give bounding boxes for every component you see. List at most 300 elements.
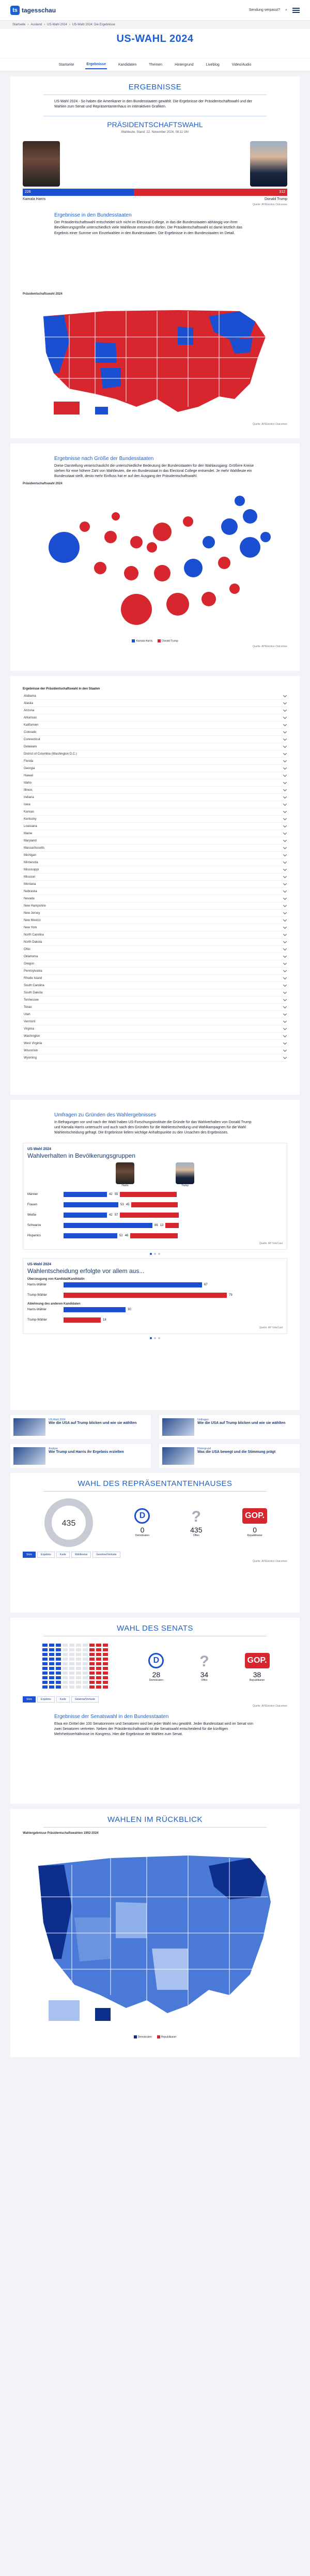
widget2-title: Wahlentscheidung erfolgte vor allem aus...	[27, 1267, 145, 1275]
reason-bar	[64, 1317, 101, 1323]
state-bubble	[202, 592, 216, 606]
search-icon[interactable]: ⌕	[285, 8, 287, 12]
dem-logo-icon: D	[148, 1653, 164, 1668]
teaser-card[interactable]: Analyse Wie Trump und Harris ihr Ergebnis erzielten	[10, 1444, 151, 1468]
state-row[interactable]: Georgia	[23, 765, 287, 772]
senate-seat	[103, 1653, 108, 1656]
chevron-down-icon	[283, 990, 287, 993]
chevron-down-icon	[283, 954, 287, 957]
state-row[interactable]: Nevada	[23, 895, 287, 902]
state-row[interactable]: Connecticut	[23, 736, 287, 743]
senate-seat	[96, 1648, 101, 1651]
chevron-down-icon	[283, 758, 287, 762]
state-row[interactable]: Massachusetts	[23, 845, 287, 852]
us-map-states[interactable]	[23, 296, 281, 420]
tab-house-sitze[interactable]: Sitze	[23, 1552, 36, 1558]
state-row[interactable]: Oregon	[23, 960, 287, 968]
map2-heading: Ergebnisse nach Größe der Bundesstaaten	[54, 456, 154, 462]
tab-video-audio[interactable]: Video/Audio	[231, 63, 252, 67]
chevron-down-icon	[283, 975, 287, 979]
state-row[interactable]: Idaho	[23, 779, 287, 787]
source-note: Quelle: AP/Election Outcomes	[253, 423, 287, 426]
senate-seat	[42, 1676, 48, 1679]
senate-seat	[89, 1667, 95, 1670]
state-row[interactable]: Vermont	[23, 1018, 287, 1025]
state-bubble	[112, 512, 120, 520]
senate-seat	[89, 1648, 95, 1651]
state-row[interactable]: Texas	[23, 1004, 287, 1011]
state-row[interactable]: Ohio	[23, 946, 287, 953]
harris-bar	[64, 1192, 107, 1197]
state-row[interactable]: Kalifornien	[23, 722, 287, 729]
senate-seat	[83, 1653, 88, 1656]
source-note: Quelle: AP/Election Outcomes	[253, 203, 287, 207]
chevron-down-icon	[283, 932, 287, 936]
survey-row: Männer 42 55	[27, 1190, 283, 1199]
senate-seat	[96, 1672, 101, 1675]
state-row[interactable]: Utah	[23, 1011, 287, 1018]
state-row[interactable]: Illinois	[23, 787, 287, 794]
senate-seat	[96, 1676, 101, 1679]
tagline[interactable]: Sendung verpasst?	[249, 8, 281, 12]
senate-seat	[49, 1644, 54, 1647]
state-bubble	[94, 562, 106, 574]
senate-seat	[96, 1681, 101, 1684]
state-row[interactable]: Mississippi	[23, 866, 287, 873]
senate-seat	[69, 1676, 74, 1679]
senate-seat	[76, 1676, 81, 1679]
teaser-card[interactable]: Hintergrund Was die USA bewegt und die Stimmung prägt	[159, 1444, 300, 1468]
senate-seat	[96, 1667, 101, 1670]
carousel-dots[interactable]	[23, 1337, 287, 1339]
tab-senate-karte[interactable]: Karte	[56, 1696, 70, 1703]
house-card: WAHL DES REPRÄSENTANTENHAUSES 435 D 0 Demokraten ? 435 Offen GOP. 0 Republikaner Sitze Ergebnis Karte Wahlkreise Gewinne/Verluste Quelle: AP/Election Outcomes	[10, 1473, 300, 1613]
harris-ev-fill: 226	[23, 189, 134, 196]
senate-seat	[63, 1658, 68, 1661]
state-row[interactable]: Maryland	[23, 837, 287, 845]
senate-seat	[49, 1676, 54, 1679]
state-row[interactable]: Delaware	[23, 743, 287, 750]
senate-seat-grid	[40, 1642, 113, 1693]
chevron-down-icon	[283, 867, 287, 870]
state-row[interactable]: Iowa	[23, 801, 287, 808]
state-row[interactable]: South Dakota	[23, 989, 287, 996]
state-row[interactable]: North Dakota	[23, 939, 287, 946]
bubble-map[interactable]	[23, 485, 281, 635]
map2-legend	[23, 639, 287, 642]
harris-photo	[23, 141, 60, 187]
tab-house-karte[interactable]: Karte	[56, 1552, 70, 1558]
house-total: 435	[61, 1519, 76, 1528]
widget1-kicker: US-Wahl 2024	[27, 1147, 52, 1152]
state-row[interactable]: Florida	[23, 758, 287, 765]
senate-seat	[89, 1653, 95, 1656]
chevron-down-icon	[283, 968, 287, 972]
senate-seat	[103, 1672, 108, 1675]
senate-seat	[42, 1653, 48, 1656]
senate-seat	[56, 1667, 61, 1670]
senate-seat	[83, 1667, 88, 1670]
senate-seat	[76, 1644, 81, 1647]
electoral-vote-bar	[23, 189, 287, 196]
senate-seat	[49, 1648, 54, 1651]
teaser-card[interactable]: Umfragen Wie die USA auf Trump blicken und wie sie wählten	[159, 1415, 300, 1439]
state-row[interactable]: Minnesota	[23, 859, 287, 866]
senate-seat	[56, 1672, 61, 1675]
senate-seat	[42, 1681, 48, 1684]
senate-seat	[69, 1662, 74, 1665]
state-row[interactable]: Missouri	[23, 873, 287, 881]
senate-seat	[89, 1658, 95, 1661]
dem-logo-icon: D	[134, 1508, 150, 1524]
trump-bar	[165, 1223, 179, 1228]
survey-row: Trump-Wähler 79	[27, 1294, 233, 1297]
state-bubble	[80, 522, 90, 532]
pres-subtitle: Wahlleute, Stand: 22. November 2024, 08:11 Uhr	[121, 131, 189, 134]
chevron-down-icon	[283, 831, 287, 834]
state-row[interactable]: West Virginia	[23, 1040, 287, 1047]
senate-seat	[69, 1667, 74, 1670]
pres-title: PRÄSIDENTSCHAFTSWAHL	[107, 120, 203, 129]
survey-card	[10, 1100, 300, 1410]
survey-heading: Umfragen zu Gründen des Wahlergebnisses	[54, 1112, 156, 1118]
state-row[interactable]: Virginia	[23, 1025, 287, 1033]
chevron-down-icon	[283, 888, 287, 892]
breadcrumb-item[interactable]: US-Wahl 2024	[47, 23, 67, 26]
senate-seat	[63, 1685, 68, 1689]
breadcrumb-item[interactable]: Ausland	[30, 23, 42, 26]
state-row[interactable]: Arkansas	[23, 714, 287, 722]
chevron-down-icon	[283, 802, 287, 805]
senate-seat	[103, 1676, 108, 1679]
chevron-down-icon	[283, 983, 287, 986]
state-row[interactable]: Louisiana	[23, 823, 287, 830]
senate-seat	[63, 1662, 68, 1665]
senate-seat	[63, 1653, 68, 1656]
logo[interactable]	[10, 6, 56, 15]
chevron-down-icon	[283, 700, 287, 704]
state-row[interactable]: Oklahoma	[23, 953, 287, 960]
tab-ergebnisse[interactable]: Ergebnisse	[85, 60, 107, 69]
senate-seat	[76, 1662, 81, 1665]
state-row[interactable]: New Jersey	[23, 910, 287, 917]
state-bubble	[243, 509, 257, 524]
chevron-down-icon	[283, 737, 287, 740]
breadcrumb-item[interactable]: Startseite	[12, 23, 26, 26]
senate-seat	[103, 1681, 108, 1684]
survey-row: Harris-Wähler 30	[27, 1308, 131, 1312]
source-note: Quelle: AP/Election Outcomes	[253, 1560, 287, 1563]
top-header	[0, 0, 310, 21]
chevron-down-icon	[283, 939, 287, 943]
results-title: ERGEBNISSE	[128, 83, 182, 91]
senate-seat	[76, 1681, 81, 1684]
tab-house-ergebnis[interactable]: Ergebnis	[37, 1552, 55, 1558]
chevron-down-icon	[283, 1040, 287, 1044]
senate-seat	[63, 1672, 68, 1675]
widget2-sub2: Ablehnung des anderen Kandidaten	[27, 1302, 81, 1306]
survey-row: Harris-Wähler 67	[27, 1283, 208, 1287]
map2-card	[10, 443, 300, 671]
state-bubble	[235, 496, 245, 506]
chevron-down-icon	[283, 874, 287, 878]
chevron-down-icon	[283, 1026, 287, 1030]
tab-house-gewinne[interactable]: Gewinne/Verluste	[92, 1552, 120, 1558]
state-row[interactable]: Rhode Island	[23, 975, 287, 982]
gop-logo-icon: GOP.	[245, 1653, 270, 1668]
chevron-down-icon	[283, 816, 287, 820]
reason-bar	[64, 1293, 227, 1298]
history-map[interactable]	[23, 1835, 281, 2031]
senate-seat	[76, 1667, 81, 1670]
state-row[interactable]: Washington	[23, 1033, 287, 1040]
senate-seat	[56, 1662, 61, 1665]
trump-thumb	[176, 1162, 194, 1184]
senate-seat	[89, 1685, 95, 1689]
trump-ev-fill: 312	[134, 189, 287, 196]
chevron-down-icon	[283, 946, 287, 950]
chevron-down-icon	[283, 910, 287, 914]
tab-senate-gewinne[interactable]: Gewinne/Verluste	[71, 1696, 99, 1703]
chevron-down-icon	[283, 860, 287, 863]
tab-themen[interactable]: Themen	[149, 63, 163, 67]
senate-seat	[103, 1667, 108, 1670]
senate-seat	[49, 1662, 54, 1665]
widget2-sub1: Überzeugung von Kandidat/Kandidatin	[27, 1278, 85, 1281]
tab-senate-ergebnis[interactable]: Ergebnis	[37, 1696, 55, 1703]
chevron-down-icon	[283, 1004, 287, 1008]
history-label: Wahlergebnisse Präsidentschaftswahlen 1992-2024	[23, 1832, 99, 1835]
senate-text: Etwa ein Drittel der 100 Senatorinnen und Senatoren wird bei jeder Wahl neu gewählt. Jeder Bundesstaat wird im Senat von zwei Senatoren vertreten. Neben der Präsidentschaftswahl ist die Senatswahl entscheidend für die künftigen Mehrheitsverhältnisse im Kongress. Hier die Ergebnisse der Wahlen zum Senat.	[54, 1722, 253, 1737]
map1-card	[10, 283, 300, 438]
state-row[interactable]: Alabama	[23, 693, 287, 700]
harris-bar	[64, 1233, 117, 1238]
harris-name: Kamala Harris	[23, 197, 46, 202]
senate-seat	[42, 1662, 48, 1665]
senate-seat	[56, 1653, 61, 1656]
chevron-down-icon	[283, 715, 287, 718]
trump-bar	[131, 1202, 178, 1207]
map2-label: Präsidentschaftswahl 2024	[23, 482, 63, 486]
senate-seat	[56, 1681, 61, 1684]
state-row[interactable]: Colorado	[23, 729, 287, 736]
senate-seat	[56, 1648, 61, 1651]
senate-card: WAHL DES SENATS D 28 Demokraten ? 34 Offen GOP. 38 Republikaner Sitze Ergebnis Karte Gewinne/Verluste Quelle: AP/Election Outcomes Ergebnisse der Senatswahl in den Bundesstaaten Etwa ein Drittel der 100 Senatorinnen und Senatoren wird bei jeder Wahl neu gewählt. Jeder Bundesstaat wird im Senat von zwei Senatoren vertreten. Neben der Präsidentschaftswahl ist die Senatswahl entscheidend für die künftigen Mehrheitsverhältnisse im Kongress. Hier die Ergebnisse der Wahlen zum Senat.	[10, 1618, 300, 1804]
reason-bar	[64, 1307, 126, 1312]
senate-seat	[83, 1662, 88, 1665]
logo-text: tagesschau	[22, 6, 56, 14]
state-row[interactable]: Michigan	[23, 852, 287, 859]
senate-seat	[76, 1685, 81, 1689]
chevron-down-icon	[283, 925, 287, 928]
state-bubble	[203, 536, 215, 548]
tab-hintergrund[interactable]: Hintergrund	[175, 63, 194, 67]
senate-seat	[63, 1644, 68, 1647]
senate-seat	[42, 1644, 48, 1647]
senate-seat	[49, 1653, 54, 1656]
results-intro: US-Wahl 2024 - So haben die Amerikaner in den Bundesstaaten gewählt. Die Ergebnisse der Präsidentschaftswahl und der Wahlen zum Senat und Repräsentantenhaus im interaktiven Grafiken.	[54, 100, 253, 109]
history-title: WAHLEN IM RÜCKBLICK	[107, 1815, 203, 1824]
harris-thumb	[116, 1162, 134, 1184]
survey-row: Trump-Wähler 18	[27, 1318, 106, 1322]
tab-liveblog[interactable]: Liveblog	[206, 63, 220, 67]
state-row[interactable]: Indiana	[23, 794, 287, 801]
harris-bar	[64, 1223, 152, 1228]
chevron-down-icon	[283, 1048, 287, 1051]
state-bubble	[260, 532, 271, 542]
legend-trump: Donald Trump	[162, 639, 178, 643]
senate-seat	[69, 1681, 74, 1684]
senate-seat	[69, 1648, 74, 1651]
states-card	[10, 676, 300, 1095]
senate-tabs	[23, 1696, 287, 1703]
survey-widget-2	[23, 1258, 287, 1334]
senate-seat	[83, 1644, 88, 1647]
teaser-grid	[10, 1415, 300, 1468]
state-bubble	[229, 584, 240, 594]
senate-seat	[69, 1658, 74, 1661]
senate-seat	[76, 1658, 81, 1661]
chevron-down-icon	[283, 917, 287, 921]
senate-seat	[83, 1681, 88, 1684]
state-row[interactable]: Pennsylvania	[23, 968, 287, 975]
senate-seat	[96, 1685, 101, 1689]
gop-logo-icon: GOP.	[242, 1508, 267, 1524]
state-row[interactable]: Kentucky	[23, 816, 287, 823]
survey-row: Hispanics 52 46	[27, 1232, 283, 1240]
state-row[interactable]: Arizona	[23, 707, 287, 714]
state-row[interactable]: South Carolina	[23, 982, 287, 989]
state-row[interactable]: Kansas	[23, 808, 287, 816]
state-row[interactable]: Tennessee	[23, 996, 287, 1004]
tab-kandidaten[interactable]: Kandidaten	[118, 63, 137, 67]
senate-seat	[83, 1658, 88, 1661]
menu-icon[interactable]	[292, 8, 300, 13]
chevron-down-icon	[283, 765, 287, 769]
survey-row: Schwarze 86 13	[27, 1221, 283, 1230]
state-row[interactable]: Alaska	[23, 700, 287, 707]
map1-text: Der Präsidentschaftswahl entscheidet sich nicht im Electoral College, in das die Bundesstaaten abhängig von ihrer Bevölkerungsgröße unterschiedlich viele Wahlleute entsenden dürfen. Die Präsidentschaftswahl ist damit letztlich das Ergebnis einer Summe von Einzelwahlen in den Bundesstaaten. Die Ergebnisse in den Bundesstaaten im Detail.	[54, 221, 242, 235]
state-row[interactable]: North Carolina	[23, 931, 287, 939]
senate-seat	[89, 1676, 95, 1679]
senate-seat	[96, 1662, 101, 1665]
state-row[interactable]: Wisconsin	[23, 1047, 287, 1054]
senate-seat	[42, 1648, 48, 1651]
source-note: Quelle: AP VoteCast	[259, 1242, 283, 1246]
chevron-down-icon	[283, 961, 287, 964]
state-bubble	[218, 557, 230, 569]
state-row[interactable]: Hawaii	[23, 772, 287, 779]
chevron-down-icon	[283, 708, 287, 711]
states-list	[23, 693, 287, 1062]
senate-seat	[69, 1672, 74, 1675]
state-bubble	[124, 566, 138, 580]
senate-seat	[89, 1644, 95, 1647]
senate-seat	[56, 1676, 61, 1679]
state-row[interactable]: District of Columbia (Washington D.C.)	[23, 750, 287, 758]
state-row[interactable]: Montana	[23, 881, 287, 888]
chevron-down-icon	[283, 903, 287, 907]
senate-seat	[42, 1667, 48, 1670]
state-bubble	[221, 518, 238, 535]
state-bubble	[104, 531, 117, 543]
section-nav	[0, 58, 310, 71]
state-row[interactable]: New Mexico	[23, 917, 287, 924]
harris-bar	[64, 1202, 118, 1207]
senate-seat	[49, 1672, 54, 1675]
chevron-down-icon	[283, 787, 287, 791]
chevron-down-icon	[283, 773, 287, 776]
senate-seat	[89, 1662, 95, 1665]
trump-photo	[250, 141, 287, 187]
senate-seat	[63, 1667, 68, 1670]
senate-seat	[89, 1681, 95, 1684]
question-icon: ?	[191, 1508, 201, 1525]
page-title-bar	[0, 29, 310, 58]
state-row[interactable]: Nebraska	[23, 888, 287, 895]
senate-seat	[49, 1658, 54, 1661]
chevron-down-icon	[283, 809, 287, 812]
tab-startseite[interactable]: Startseite	[58, 63, 74, 67]
chevron-down-icon	[283, 729, 287, 733]
legend-harris: Kamala Harris	[136, 639, 153, 643]
senate-seat	[56, 1658, 61, 1661]
teaser-card[interactable]: US-Wahl 2024 Wie die USA auf Trump blicken und wie sie wählten	[10, 1415, 151, 1439]
senate-seat	[96, 1644, 101, 1647]
senate-seat	[76, 1653, 81, 1656]
tab-house-wahlkreise[interactable]: Wahlkreise	[71, 1552, 91, 1558]
state-row[interactable]: Maine	[23, 830, 287, 837]
teaser-image	[13, 1418, 45, 1436]
chevron-down-icon	[283, 1019, 287, 1022]
state-bubble	[184, 559, 203, 577]
trump-bar	[130, 1233, 178, 1238]
state-row[interactable]: Wyoming	[23, 1054, 287, 1062]
survey-row: Weiße 42 57	[27, 1211, 283, 1219]
chevron-down-icon	[283, 852, 287, 856]
senate-seat	[83, 1676, 88, 1679]
question-icon: ?	[199, 1653, 209, 1670]
map2-text: Diese Darstellung veranschaulicht die unterschiedliche Bedeutung der Bundesstaaten für den Wahlausgang: Größere Kreise stehen für eine höhere Zahl von Wahlleuten, die ein Bundesstaat in das Electoral College entsendet. Je mehr Wahlleute ein Bundesstaat stellt, desto mehr Einfluss hat er auf den Ausgang der Präsidentschaftswahl.	[54, 464, 254, 479]
source-note: Quelle: AP/Election Outcomes	[253, 1705, 287, 1708]
chevron-down-icon	[283, 780, 287, 784]
state-bubble	[183, 516, 193, 527]
widget1-title: Wahlverhalten in Bevölkerungsgruppen	[27, 1152, 136, 1160]
tab-senate-sitze[interactable]: Sitze	[23, 1696, 36, 1703]
teaser-image	[162, 1418, 194, 1436]
carousel-dots[interactable]	[23, 1253, 287, 1255]
senate-seat	[89, 1672, 95, 1675]
house-donut	[43, 1497, 95, 1548]
history-card	[10, 1809, 300, 2057]
state-bubble	[147, 542, 157, 553]
senate-seat	[49, 1681, 54, 1684]
chevron-down-icon	[283, 838, 287, 841]
state-bubble	[166, 593, 189, 616]
senate-seat	[96, 1658, 101, 1661]
chevron-down-icon	[283, 693, 287, 697]
chevron-down-icon	[283, 881, 287, 885]
senate-heading: Ergebnisse der Senatswahl in den Bundesstaaten	[54, 1714, 169, 1720]
senate-seat	[76, 1648, 81, 1651]
senate-seat	[83, 1648, 88, 1651]
chevron-down-icon	[283, 744, 287, 747]
state-row[interactable]: New Hampshire	[23, 902, 287, 910]
state-row[interactable]: New York	[23, 924, 287, 931]
senate-seat	[96, 1653, 101, 1656]
senate-seat	[69, 1685, 74, 1689]
teaser-image	[13, 1447, 45, 1465]
